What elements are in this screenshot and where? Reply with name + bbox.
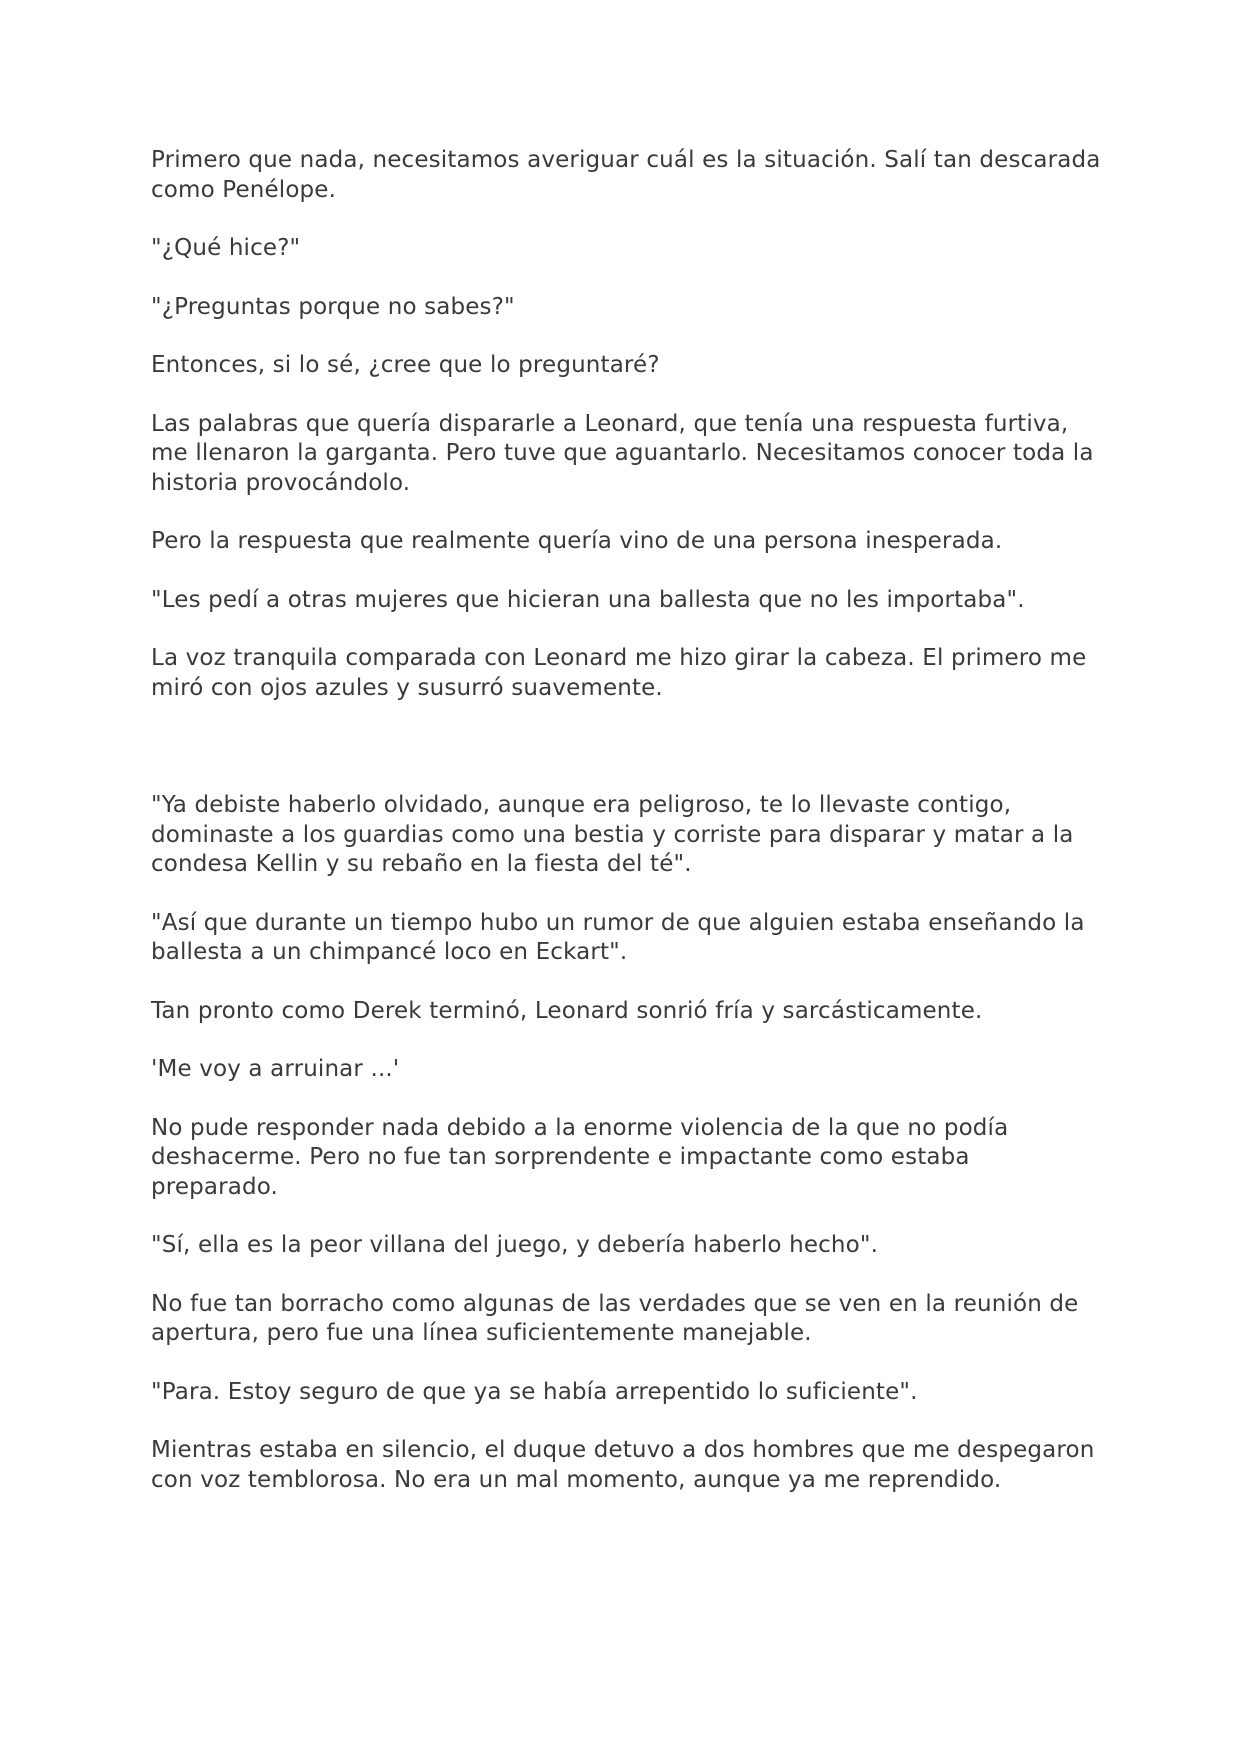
paragraph-15: No fue tan borracho como algunas de las verdades que se ven en la reunión de apertura, pero fue una línea suficientemente manejable.	[151, 1290, 1079, 1346]
paragraph-11: Tan pronto como Derek terminó, Leonard sonrió fría y sarcásticamente.	[151, 997, 983, 1024]
paragraph-8: La voz tranquila comparada con Leonard me hizo girar la cabeza. El primero me miró con ojos azules y susurró suavemente.	[151, 645, 1087, 701]
paragraph-16: "Para. Estoy seguro de que ya se había arrepentido lo suficiente".	[151, 1378, 918, 1405]
paragraph-6: Pero la respuesta que realmente quería vino de una persona inesperada.	[151, 528, 1003, 554]
paragraph-1: Primero que nada, necesitamos averiguar cuál es la situación. Salí tan descarada como Penélope.	[151, 147, 1101, 203]
paragraph-5: Las palabras que quería dispararle a Leonard, que tenía una respuesta furtiva, me llenaron la garganta. Pero tuve que aguantarlo. Necesitamos conocer toda la historia provocándolo.	[151, 410, 1094, 496]
paragraph-17: Mientras estaba en silencio, el duque detuvo a dos hombres que me despegaron con voz temblorosa. No era un mal momento, aunque ya me reprendido.	[151, 1437, 1095, 1493]
paragraph-7: "Les pedí a otras mujeres que hicieran una ballesta que no les importaba".	[151, 586, 1025, 613]
paragraph-9: "Ya debiste haberlo olvidado, aunque era peligroso, te lo llevaste contigo, dominaste a los guardias como una bestia y corriste para disparar y matar a la condesa Kellin y su rebaño en la fiesta del té".	[151, 792, 1074, 877]
paragraph-4: Entonces, si lo sé, ¿cree que lo preguntaré?	[151, 352, 660, 378]
paragraph-3: "¿Preguntas porque no sabes?"	[151, 293, 515, 320]
text-body	[151, 146, 1101, 1524]
paragraph-2: "¿Qué hice?"	[151, 235, 301, 261]
paragraph-12: 'Me voy a arruinar ...'	[151, 1056, 400, 1082]
paragraph-13: No pude responder nada debido a la enorme violencia de la que no podía deshacerme. Pero no fue tan sorprendente e impactante como estaba preparado.	[151, 1114, 1009, 1200]
paragraph-10: "Así que durante un tiempo hubo un rumor de que alguien estaba enseñando la ballesta a un chimpancé loco en Eckart".	[151, 909, 1085, 965]
paragraph-14: "Sí, ella es la peor villana del juego, y debería haberlo hecho".	[151, 1232, 879, 1258]
